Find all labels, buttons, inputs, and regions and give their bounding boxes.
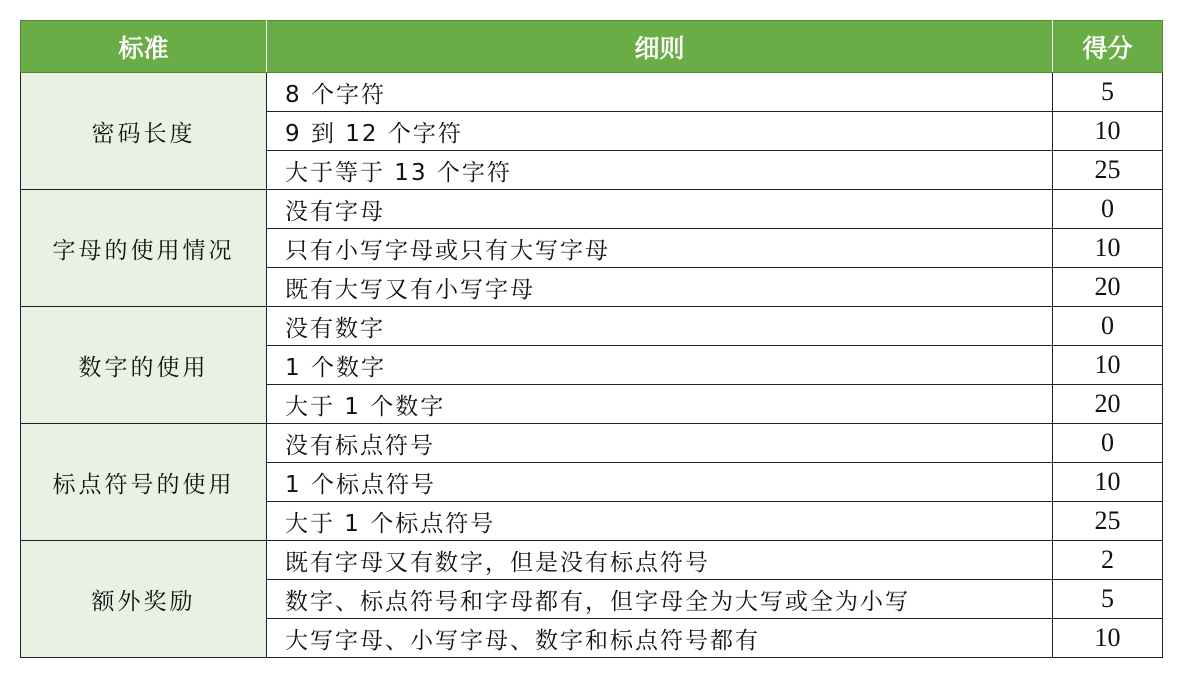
score-cell: 10 [1053, 619, 1163, 658]
table-row [21, 424, 1163, 463]
header-detail: 细则 [267, 21, 1053, 73]
header-criterion: 标准 [21, 21, 267, 73]
score-cell: 20 [1053, 268, 1163, 307]
score-cell: 2 [1053, 541, 1163, 580]
score-cell: 20 [1053, 385, 1163, 424]
detail-cell: 既有字母又有数字，但是没有标点符号 [267, 541, 1053, 580]
detail-cell: 没有数字 [267, 307, 1053, 346]
detail-cell: 大于等于 13 个字符 [267, 151, 1053, 190]
password-scoring-table [20, 20, 1163, 658]
password-scoring-table-container [20, 20, 1162, 658]
detail-cell: 1 个数字 [267, 346, 1053, 385]
header-score: 得分 [1053, 21, 1163, 73]
detail-cell: 大写字母、小写字母、数字和标点符号都有 [267, 619, 1053, 658]
detail-cell: 只有小写字母或只有大写字母 [267, 229, 1053, 268]
detail-cell: 1 个标点符号 [267, 463, 1053, 502]
table-row [21, 307, 1163, 346]
score-cell: 5 [1053, 580, 1163, 619]
criterion-cell: 额外奖励 [21, 541, 267, 658]
score-cell: 5 [1053, 73, 1163, 112]
score-cell: 0 [1053, 190, 1163, 229]
score-cell: 10 [1053, 463, 1163, 502]
score-cell: 10 [1053, 112, 1163, 151]
score-cell: 0 [1053, 307, 1163, 346]
score-cell: 25 [1053, 151, 1163, 190]
detail-cell: 大于 1 个标点符号 [267, 502, 1053, 541]
score-cell: 25 [1053, 502, 1163, 541]
table-row [21, 73, 1163, 112]
criterion-cell: 数字的使用 [21, 307, 267, 424]
detail-cell: 没有标点符号 [267, 424, 1053, 463]
table-row [21, 541, 1163, 580]
detail-cell: 没有字母 [267, 190, 1053, 229]
header-row [21, 21, 1163, 73]
score-cell: 10 [1053, 229, 1163, 268]
criterion-cell: 字母的使用情况 [21, 190, 267, 307]
score-cell: 10 [1053, 346, 1163, 385]
table-row [21, 190, 1163, 229]
detail-cell: 数字、标点符号和字母都有，但字母全为大写或全为小写 [267, 580, 1053, 619]
criterion-cell: 标点符号的使用 [21, 424, 267, 541]
detail-cell: 大于 1 个数字 [267, 385, 1053, 424]
detail-cell: 既有大写又有小写字母 [267, 268, 1053, 307]
detail-cell: 9 到 12 个字符 [267, 112, 1053, 151]
score-cell: 0 [1053, 424, 1163, 463]
criterion-cell: 密码长度 [21, 73, 267, 190]
detail-cell: 8 个字符 [267, 73, 1053, 112]
